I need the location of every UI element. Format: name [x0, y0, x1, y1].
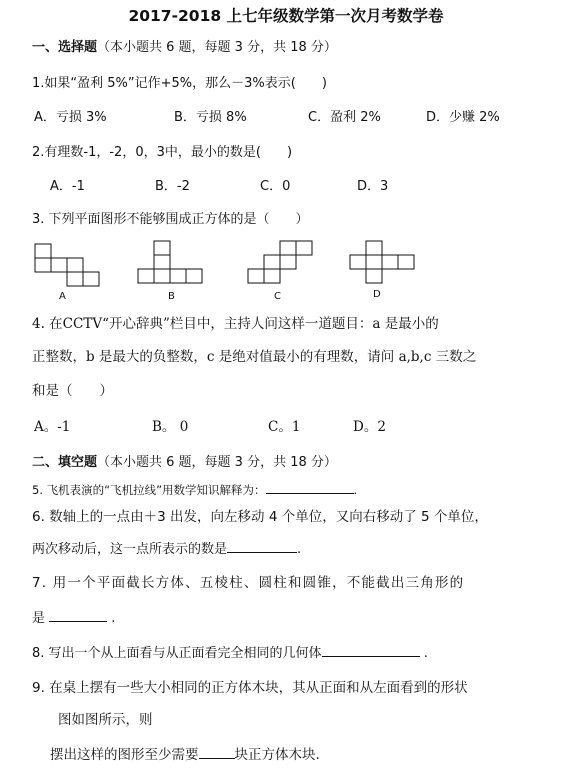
q3-figure-d	[350, 241, 430, 283]
q9-line3	[50, 746, 320, 763]
q2-option-b: B．-2	[155, 179, 190, 194]
q4-option-d: D。2	[353, 419, 386, 435]
q6-line1: 6. 数轴上的一点由＋3 出发，向左移动 4 个单位，又向右移动了 5 个单位，	[32, 509, 488, 525]
q8-text: 8. 写出一个从上面看与从正面看完全相同的几何体	[32, 646, 322, 661]
q3-figure-b	[138, 241, 218, 283]
q6-line2	[32, 540, 301, 558]
q4-option-c: C。1	[268, 419, 301, 435]
q1-stem: 1.如果“盈利 5%”记作+5%，那么－3%表示( )	[32, 76, 327, 91]
q2-option-c: C．0	[260, 179, 291, 194]
q3-figure-c	[248, 241, 328, 283]
q9-answer-blank	[199, 746, 235, 759]
q9-line3-text-a: 摆出这样的图形至少需要	[50, 747, 199, 763]
q2-option-d: D．3	[357, 179, 389, 194]
q6-line2-text: 两次移动后，这一点所表示的数是	[32, 542, 228, 557]
q3-label-c: C	[274, 291, 281, 302]
q6-end: .	[297, 542, 302, 557]
q5-text: 5. 飞机表演的“飞机拉线”用数学知识解释为：	[32, 483, 266, 497]
q3-figure-a	[35, 244, 115, 286]
q8-answer-blank	[322, 644, 420, 657]
q7-line2	[32, 609, 115, 627]
q5-answer-blank	[266, 481, 354, 494]
q8-end: .	[423, 646, 428, 661]
section2-header	[32, 455, 337, 471]
q1-option-c: C．盈利 2%	[308, 110, 381, 125]
q3-label-a: A	[59, 291, 66, 302]
q5-end: .	[353, 483, 358, 497]
q7-line1: 7. 用一个平面截长方体、五棱柱、圆柱和圆锥，不能截出三角形的	[32, 575, 465, 591]
q4-line2: 正整数，b 是最大的负整数，c 是绝对值最小的有理数，请问 a,b,c 三数之	[32, 349, 477, 365]
q8	[32, 644, 428, 662]
q1-option-b: B．亏损 8%	[174, 110, 247, 125]
q7-answer-blank	[49, 609, 107, 622]
q4-option-b: B。 0	[152, 419, 189, 435]
q7-end: .	[111, 611, 116, 626]
q3-stem: 3. 下列平面图形不能够围成正方体的是（ ）	[32, 212, 309, 227]
q4-line3: 和是（ ）	[32, 383, 113, 399]
q3-label-b: B	[168, 291, 175, 302]
section2-heading: 二、填空题	[32, 455, 98, 470]
q5	[32, 481, 357, 498]
q6-answer-blank	[227, 540, 297, 553]
q7-line2-text: 是	[32, 611, 46, 626]
q9-line1: 9. 在桌上摆有一些大小相同的正方体木块，其从正面和从左面看到的形状	[32, 680, 468, 696]
q1-option-a: A．亏损 3%	[34, 110, 107, 125]
q3-label-d: D	[373, 289, 381, 300]
q4-line1: 4. 在CCTV“开心辞典”栏目中，主持人问这样一道题目：a 是最小的	[32, 316, 439, 332]
q2-option-a: A．-1	[50, 179, 85, 194]
q4-option-a: A。-1	[34, 419, 71, 435]
section1-heading: 一、选择题	[32, 40, 98, 55]
q9-line3-text-b: 块正方体木块.	[234, 747, 320, 763]
section2-note: （本小题共 6 题，每题 3 分，共 18 分）	[97, 455, 337, 470]
section1-header	[32, 40, 337, 56]
page-title: 2017-2018 上七年级数学第一次月考数学卷	[128, 7, 444, 25]
q1-option-d: D．少赚 2%	[426, 110, 500, 125]
section1-note: （本小题共 6 题，每题 3 分，共 18 分）	[97, 40, 337, 55]
q9-line2: 图如图所示，则	[58, 712, 153, 728]
q2-stem: 2.有理数-1，-2，0，3中，最小的数是( )	[32, 145, 293, 160]
